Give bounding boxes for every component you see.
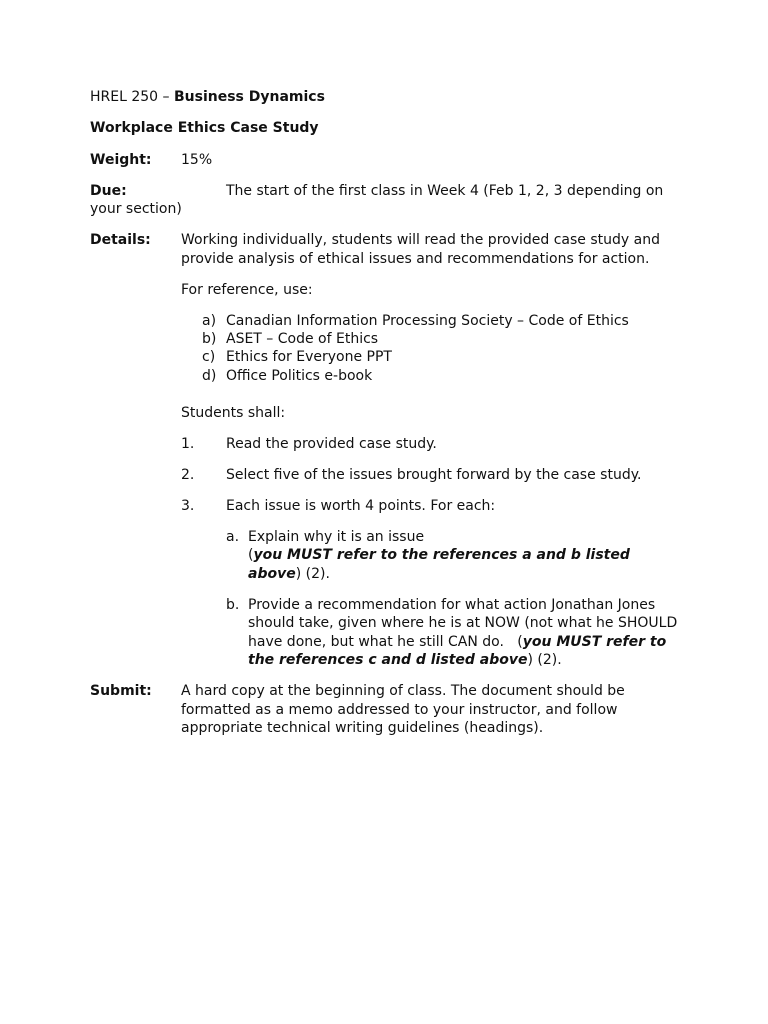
submit-text-line-3: appropriate technical writing guidelines (headings). xyxy=(181,720,544,736)
submit-text-line-1: A hard copy at the beginning of class. The document should be xyxy=(181,683,625,699)
submit-label: Submit: xyxy=(90,683,152,699)
step-text-1: Read the provided case study. xyxy=(226,436,437,452)
sub-item-a-line-1: Explain why it is an issue xyxy=(248,529,425,545)
sub-item-b-line-4: the references c and d listed above) (2). xyxy=(248,652,562,668)
due-label: Due: xyxy=(90,183,127,199)
students-shall: Students shall: xyxy=(181,405,286,421)
reference-marker-a: a) xyxy=(202,313,217,329)
details-label: Details: xyxy=(90,232,151,248)
assignment-title: Workplace Ethics Case Study xyxy=(90,120,319,136)
course-title: HREL 250 – Business Dynamics xyxy=(90,89,325,105)
sub-item-marker-b: b. xyxy=(226,597,240,613)
reference-item-d: Office Politics e-book xyxy=(226,368,373,384)
due-text-line-2: your section) xyxy=(90,201,182,217)
sub-item-b-line-1: Provide a recommendation for what action Jonathan Jones xyxy=(248,597,656,613)
sub-item-a-line-2: (you MUST refer to the references a and b listed xyxy=(248,547,630,563)
due-text-line-1: The start of the first class in Week 4 (Feb 1, 2, 3 depending on xyxy=(226,183,664,199)
step-text-2: Select five of the issues brought forward by the case study. xyxy=(226,467,642,483)
reference-intro: For reference, use: xyxy=(181,282,313,298)
reference-marker-c: c) xyxy=(202,349,216,365)
reference-marker-b: b) xyxy=(202,331,217,347)
sub-item-a-line-3: above) (2). xyxy=(248,566,330,582)
reference-marker-d: d) xyxy=(202,368,217,384)
reference-item-b: ASET – Code of Ethics xyxy=(226,331,379,347)
step-text-3: Each issue is worth 4 points. For each: xyxy=(226,498,496,514)
sub-item-b-line-2: should take, given where he is at NOW (not what he SHOULD xyxy=(248,615,678,631)
step-number-3: 3. xyxy=(181,498,195,514)
weight-value: 15% xyxy=(181,152,213,168)
details-text-line-2: provide analysis of ethical issues and recommendations for action. xyxy=(181,251,650,267)
submit-text-line-2: formatted as a memo addressed to your instructor, and follow xyxy=(181,702,618,718)
step-number-1: 1. xyxy=(181,436,195,452)
reference-item-c: Ethics for Everyone PPT xyxy=(226,349,392,365)
sub-item-marker-a: a. xyxy=(226,529,240,545)
step-number-2: 2. xyxy=(181,467,195,483)
reference-item-a: Canadian Information Processing Society – Code of Ethics xyxy=(226,313,629,329)
weight-label: Weight: xyxy=(90,152,152,168)
sub-item-b-line-3: have done, but what he still CAN do. (you MUST refer to xyxy=(248,634,667,650)
details-text-line-1: Working individually, students will read the provided case study and xyxy=(181,232,660,248)
